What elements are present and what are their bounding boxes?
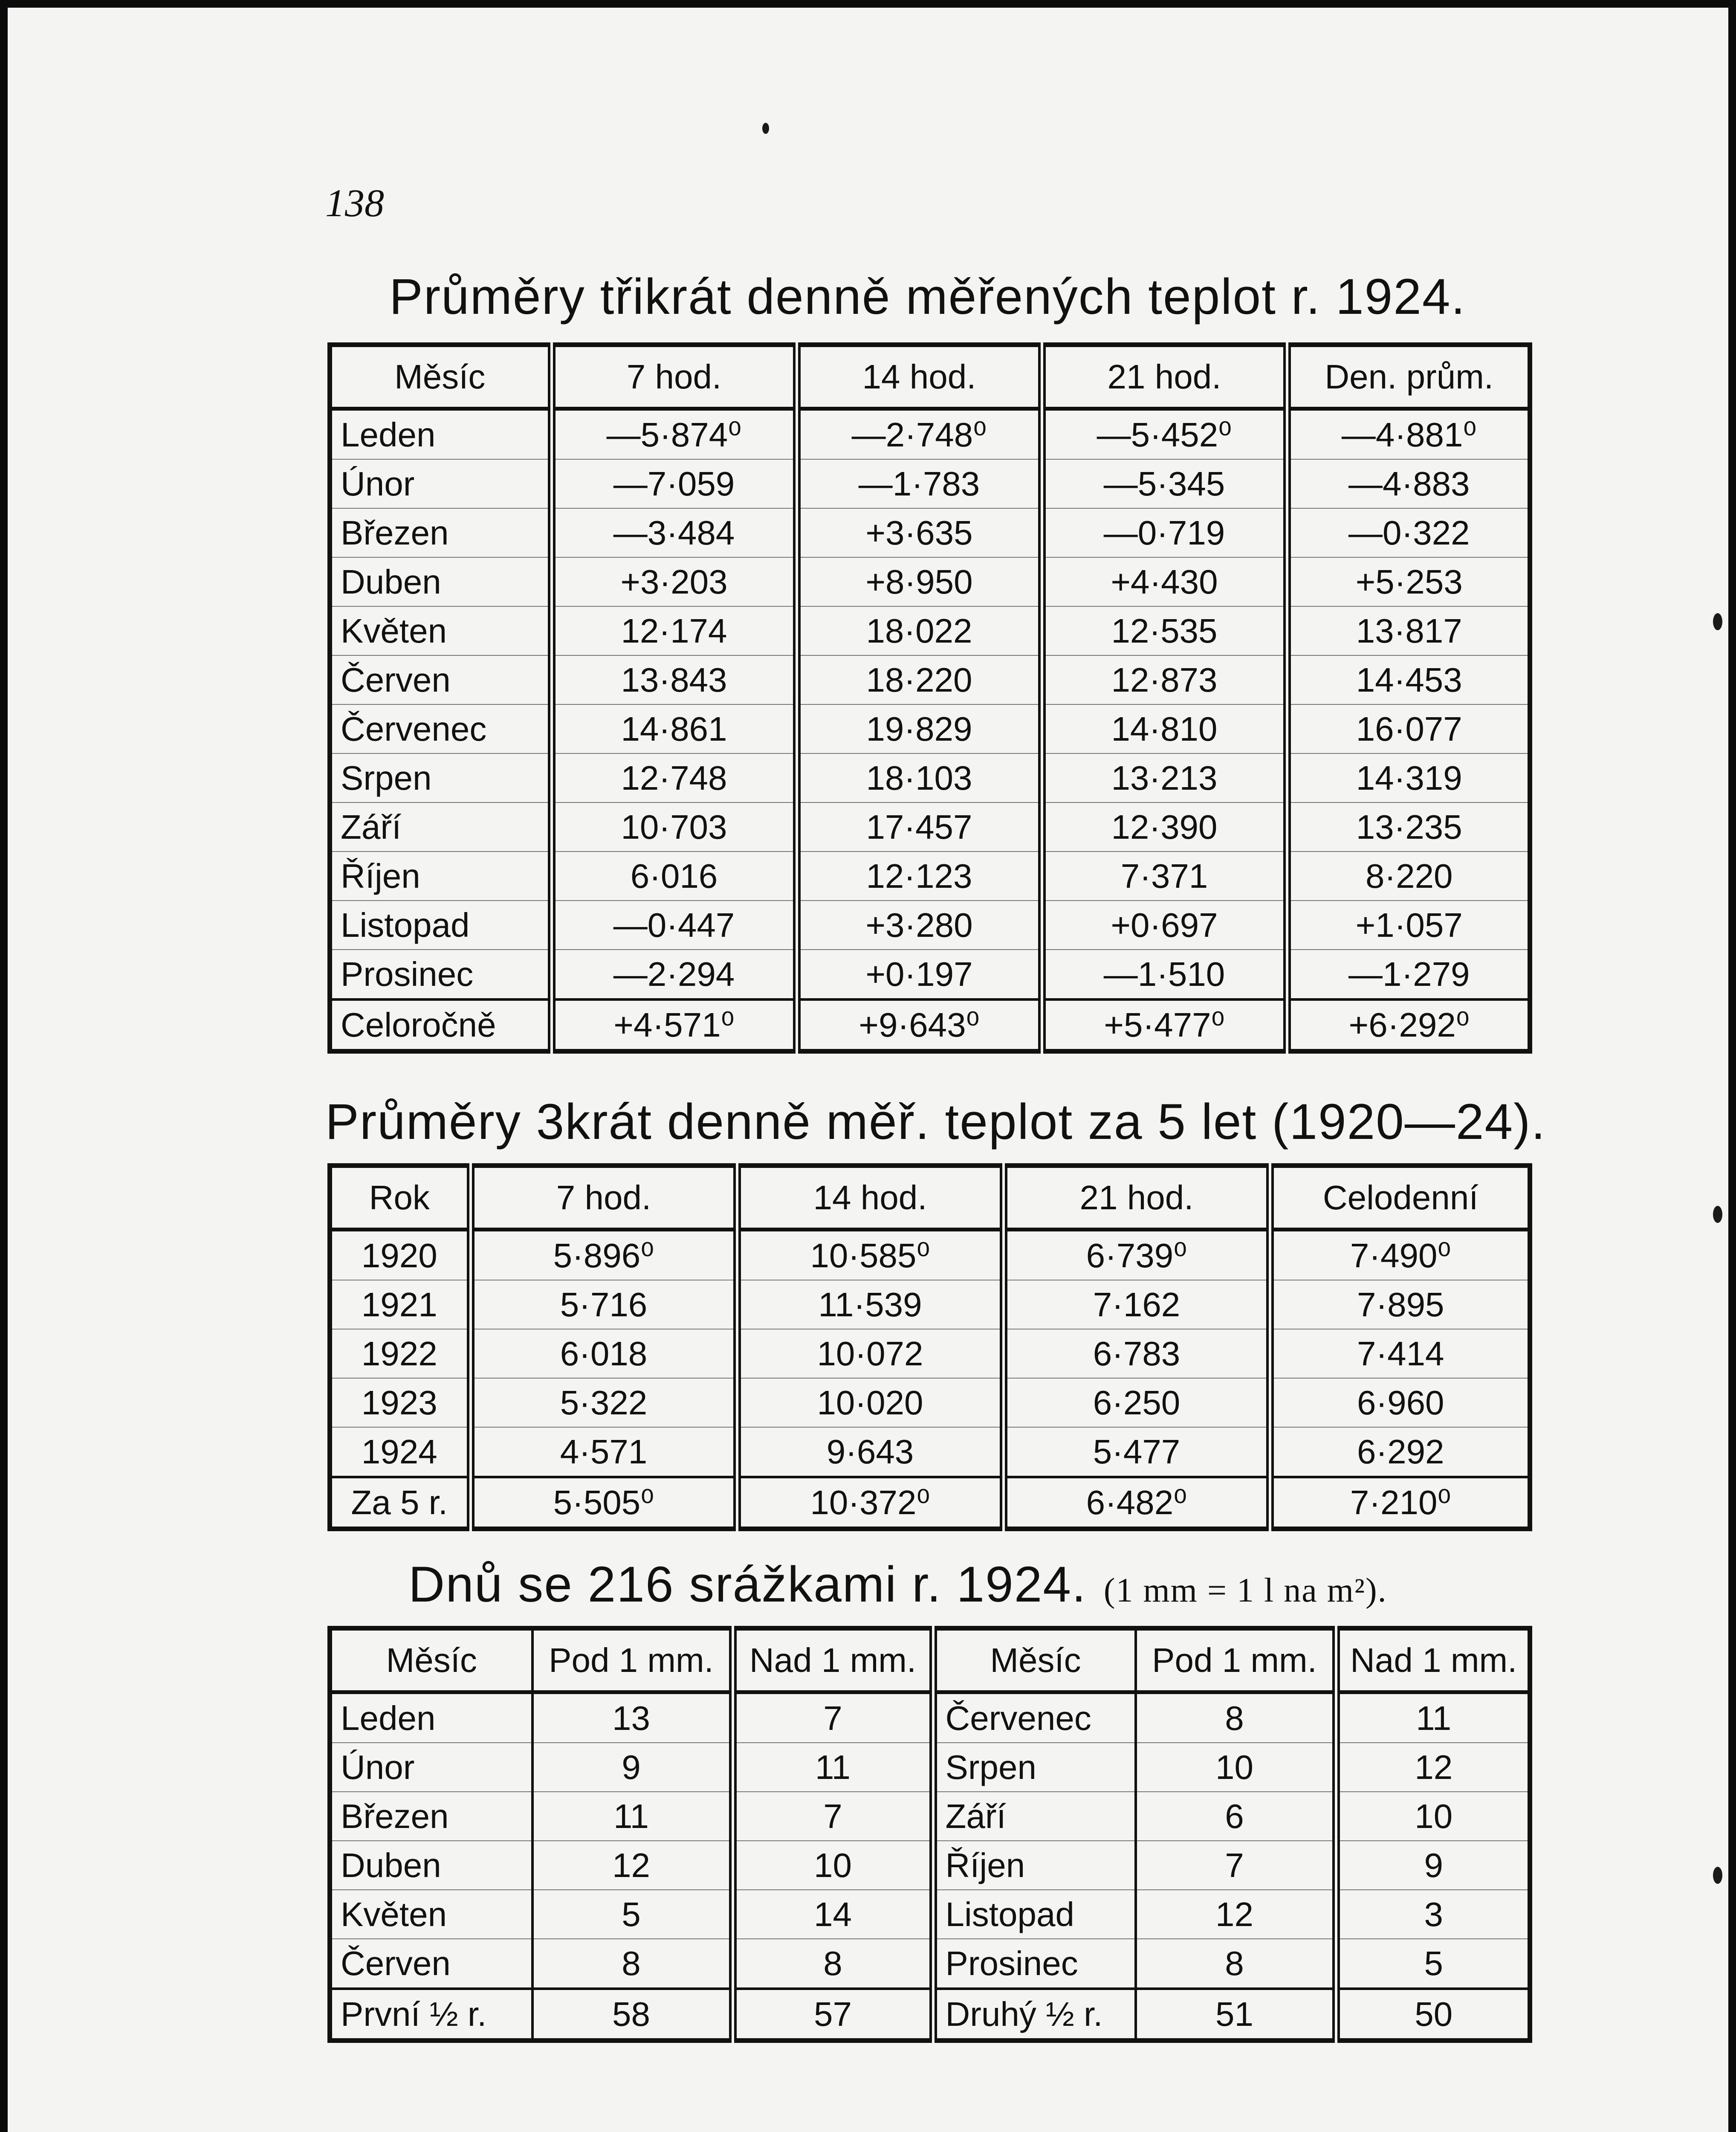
total-value-cell: 6·482⁰: [1004, 1477, 1270, 1529]
value-cell: 12·390: [1042, 802, 1287, 852]
value-cell: 17·457: [797, 802, 1042, 852]
value-cell: —2·294: [552, 950, 797, 999]
value-cell: 13·235: [1287, 802, 1530, 852]
month-cell: Červenec: [933, 1692, 1136, 1743]
month-cell: Prosinec: [330, 950, 552, 999]
month-cell: Duben: [330, 557, 552, 606]
table-row: [330, 1280, 1530, 1329]
month-cell: Říjen: [330, 852, 552, 901]
value-cell: —4·883: [1287, 459, 1530, 508]
value-cell: 5: [532, 1890, 733, 1939]
value-cell: 6·250: [1004, 1378, 1270, 1427]
total-value-cell: 51: [1136, 1989, 1336, 2041]
value-cell: 7: [1136, 1841, 1336, 1890]
month-cell: Září: [933, 1792, 1136, 1841]
value-cell: 13·213: [1042, 753, 1287, 802]
total-row: [330, 1477, 1530, 1529]
table-row: [330, 1890, 1530, 1939]
month-cell: Březen: [330, 1792, 532, 1841]
value-cell: 4·571: [471, 1427, 737, 1477]
month-cell: Srpen: [933, 1743, 1136, 1792]
value-cell: 14·319: [1287, 753, 1530, 802]
value-cell: 10·585⁰: [737, 1230, 1004, 1280]
value-cell: 10·020: [737, 1378, 1004, 1427]
value-cell: —7·059: [552, 459, 797, 508]
table-row: [330, 1792, 1530, 1841]
value-cell: —3·484: [552, 508, 797, 557]
column-header: Pod 1 mm.: [532, 1628, 733, 1692]
value-cell: 8: [733, 1939, 933, 1989]
column-header: 14 hod.: [797, 345, 1042, 409]
column-header: Pod 1 mm.: [1136, 1628, 1336, 1692]
table-row: [330, 1230, 1530, 1280]
total-value-cell: 58: [532, 1989, 733, 2041]
table-row: [330, 753, 1530, 802]
column-header: 7 hod.: [471, 1166, 737, 1230]
month-cell: Prosinec: [933, 1939, 1136, 1989]
scan-speck: [1713, 1867, 1722, 1884]
value-cell: 5: [1336, 1939, 1530, 1989]
value-cell: 12: [1136, 1890, 1336, 1939]
month-cell: Listopad: [330, 901, 552, 950]
table-row: [330, 655, 1530, 704]
value-cell: 7·414: [1270, 1329, 1530, 1378]
value-cell: 12·748: [552, 753, 797, 802]
table-row: [330, 1378, 1530, 1427]
month-cell: Únor: [330, 1743, 532, 1792]
value-cell: —5·345: [1042, 459, 1287, 508]
value-cell: 14·861: [552, 704, 797, 753]
total-value-cell: +4·571⁰: [552, 999, 797, 1052]
total-label-cell: Za 5 r.: [330, 1477, 471, 1529]
total-value-cell: +6·292⁰: [1287, 999, 1530, 1052]
value-cell: —5·452⁰: [1042, 409, 1287, 460]
month-cell: Červenec: [330, 704, 552, 753]
table2-title: Průměry 3krát denně měř. teplot za 5 let (1920—24).: [325, 1094, 1546, 1150]
value-cell: 10: [1136, 1743, 1336, 1792]
value-cell: 7·371: [1042, 852, 1287, 901]
total-value-cell: 10·372⁰: [737, 1477, 1004, 1529]
table-row: [330, 901, 1530, 950]
value-cell: 14: [733, 1890, 933, 1939]
month-cell: Srpen: [330, 753, 552, 802]
monthly-temperature-table: [327, 342, 1532, 1054]
value-cell: 11·539: [737, 1280, 1004, 1329]
column-header: 7 hod.: [552, 345, 797, 409]
month-cell: Listopad: [933, 1890, 1136, 1939]
month-cell: Říjen: [933, 1841, 1136, 1890]
total-label-cell: Celoročně: [330, 999, 552, 1052]
table1-title: Průměry třikrát denně měřených teplot r. 1924.: [389, 269, 1466, 325]
total-label-cell: První ½ r.: [330, 1989, 532, 2041]
table-row: [330, 802, 1530, 852]
column-header: 21 hod.: [1004, 1166, 1270, 1230]
year-cell: 1922: [330, 1329, 471, 1378]
year-cell: 1924: [330, 1427, 471, 1477]
total-value-cell: +5·477⁰: [1042, 999, 1287, 1052]
scan-speck: [1713, 1206, 1722, 1223]
value-cell: 18·103: [797, 753, 1042, 802]
book-page: [8, 8, 1728, 2132]
column-header: Měsíc: [330, 1628, 532, 1692]
total-value-cell: 50: [1336, 1989, 1530, 2041]
value-cell: 8: [1136, 1692, 1336, 1743]
month-cell: Leden: [330, 1692, 532, 1743]
table3-title-text: Dnů se 216 srážkami r. 1924.: [408, 1556, 1087, 1613]
value-cell: +1·057: [1287, 901, 1530, 950]
table-row: [330, 704, 1530, 753]
value-cell: 10·703: [552, 802, 797, 852]
value-cell: 10: [733, 1841, 933, 1890]
month-cell: Září: [330, 802, 552, 852]
value-cell: 3: [1336, 1890, 1530, 1939]
total-row: [330, 1989, 1530, 2041]
table-row: [330, 1692, 1530, 1743]
value-cell: —0·719: [1042, 508, 1287, 557]
value-cell: 13·817: [1287, 606, 1530, 655]
table-header-row: [330, 1628, 1530, 1692]
table-row: [330, 852, 1530, 901]
value-cell: —5·874⁰: [552, 409, 797, 460]
table3-unit-note: (1 mm = 1 l na m²).: [1103, 1572, 1387, 1609]
value-cell: +3·635: [797, 508, 1042, 557]
value-cell: 19·829: [797, 704, 1042, 753]
total-label-cell: Druhý ½ r.: [933, 1989, 1136, 2041]
month-cell: Červen: [330, 655, 552, 704]
table-row: [330, 1329, 1530, 1378]
scan-speck: [1713, 613, 1722, 630]
total-value-cell: +9·643⁰: [797, 999, 1042, 1052]
value-cell: +5·253: [1287, 557, 1530, 606]
value-cell: —0·447: [552, 901, 797, 950]
value-cell: 14·810: [1042, 704, 1287, 753]
page-number: 138: [325, 181, 384, 225]
value-cell: —4·881⁰: [1287, 409, 1530, 460]
precipitation-days-table: [327, 1626, 1532, 2043]
table3-title: [408, 1556, 1387, 1613]
value-cell: 6·292: [1270, 1427, 1530, 1477]
value-cell: 10: [1336, 1792, 1530, 1841]
value-cell: 5·477: [1004, 1427, 1270, 1477]
value-cell: 12·123: [797, 852, 1042, 901]
column-header: Den. prům.: [1287, 345, 1530, 409]
table-row: [330, 1427, 1530, 1477]
value-cell: 5·896⁰: [471, 1230, 737, 1280]
month-cell: Červen: [330, 1939, 532, 1989]
value-cell: —1·783: [797, 459, 1042, 508]
value-cell: 8: [532, 1939, 733, 1989]
value-cell: 12·535: [1042, 606, 1287, 655]
table-row: [330, 1939, 1530, 1989]
column-header: Rok: [330, 1166, 471, 1230]
value-cell: 10·072: [737, 1329, 1004, 1378]
value-cell: 14·453: [1287, 655, 1530, 704]
column-header: Celodenní: [1270, 1166, 1530, 1230]
value-cell: 7: [733, 1692, 933, 1743]
scan-speck: [762, 123, 769, 134]
five-year-temperature-table: [327, 1163, 1532, 1531]
value-cell: 6: [1136, 1792, 1336, 1841]
month-cell: Leden: [330, 409, 552, 460]
value-cell: 16·077: [1287, 704, 1530, 753]
value-cell: +8·950: [797, 557, 1042, 606]
value-cell: 8·220: [1287, 852, 1530, 901]
month-cell: Květen: [330, 1890, 532, 1939]
table-row: [330, 606, 1530, 655]
column-header: Měsíc: [330, 345, 552, 409]
table-row: [330, 508, 1530, 557]
value-cell: 18·220: [797, 655, 1042, 704]
year-cell: 1921: [330, 1280, 471, 1329]
value-cell: +3·203: [552, 557, 797, 606]
value-cell: 12: [532, 1841, 733, 1890]
table-row: [330, 1743, 1530, 1792]
value-cell: 13·843: [552, 655, 797, 704]
table-row: [330, 1841, 1530, 1890]
table-row: [330, 459, 1530, 508]
value-cell: 11: [733, 1743, 933, 1792]
value-cell: 6·016: [552, 852, 797, 901]
column-header: Měsíc: [933, 1628, 1136, 1692]
year-cell: 1920: [330, 1230, 471, 1280]
value-cell: 11: [1336, 1692, 1530, 1743]
month-cell: Únor: [330, 459, 552, 508]
value-cell: 12·873: [1042, 655, 1287, 704]
value-cell: 7·895: [1270, 1280, 1530, 1329]
total-value-cell: 57: [733, 1989, 933, 2041]
value-cell: 12: [1336, 1743, 1530, 1792]
table-header-row: [330, 1166, 1530, 1230]
value-cell: 7: [733, 1792, 933, 1841]
value-cell: —0·322: [1287, 508, 1530, 557]
column-header: Nad 1 mm.: [733, 1628, 933, 1692]
table-row: [330, 557, 1530, 606]
value-cell: 9: [532, 1743, 733, 1792]
value-cell: 12·174: [552, 606, 797, 655]
table-row: [330, 950, 1530, 999]
value-cell: 6·739⁰: [1004, 1230, 1270, 1280]
table-row: [330, 409, 1530, 460]
total-value-cell: 5·505⁰: [471, 1477, 737, 1529]
year-cell: 1923: [330, 1378, 471, 1427]
value-cell: 8: [1136, 1939, 1336, 1989]
value-cell: 7·490⁰: [1270, 1230, 1530, 1280]
value-cell: +0·197: [797, 950, 1042, 999]
value-cell: 5·322: [471, 1378, 737, 1427]
month-cell: Květen: [330, 606, 552, 655]
value-cell: 13: [532, 1692, 733, 1743]
value-cell: —1·279: [1287, 950, 1530, 999]
value-cell: 6·018: [471, 1329, 737, 1378]
column-header: 21 hod.: [1042, 345, 1287, 409]
month-cell: Březen: [330, 508, 552, 557]
total-row: [330, 999, 1530, 1052]
value-cell: —2·748⁰: [797, 409, 1042, 460]
value-cell: 6·783: [1004, 1329, 1270, 1378]
total-value-cell: 7·210⁰: [1270, 1477, 1530, 1529]
table-header-row: [330, 345, 1530, 409]
value-cell: 18·022: [797, 606, 1042, 655]
value-cell: 11: [532, 1792, 733, 1841]
value-cell: +4·430: [1042, 557, 1287, 606]
column-header: 14 hod.: [737, 1166, 1004, 1230]
value-cell: 9: [1336, 1841, 1530, 1890]
value-cell: —1·510: [1042, 950, 1287, 999]
value-cell: 5·716: [471, 1280, 737, 1329]
value-cell: 6·960: [1270, 1378, 1530, 1427]
value-cell: +0·697: [1042, 901, 1287, 950]
value-cell: 9·643: [737, 1427, 1004, 1477]
value-cell: 7·162: [1004, 1280, 1270, 1329]
column-header: Nad 1 mm.: [1336, 1628, 1530, 1692]
value-cell: +3·280: [797, 901, 1042, 950]
month-cell: Duben: [330, 1841, 532, 1890]
